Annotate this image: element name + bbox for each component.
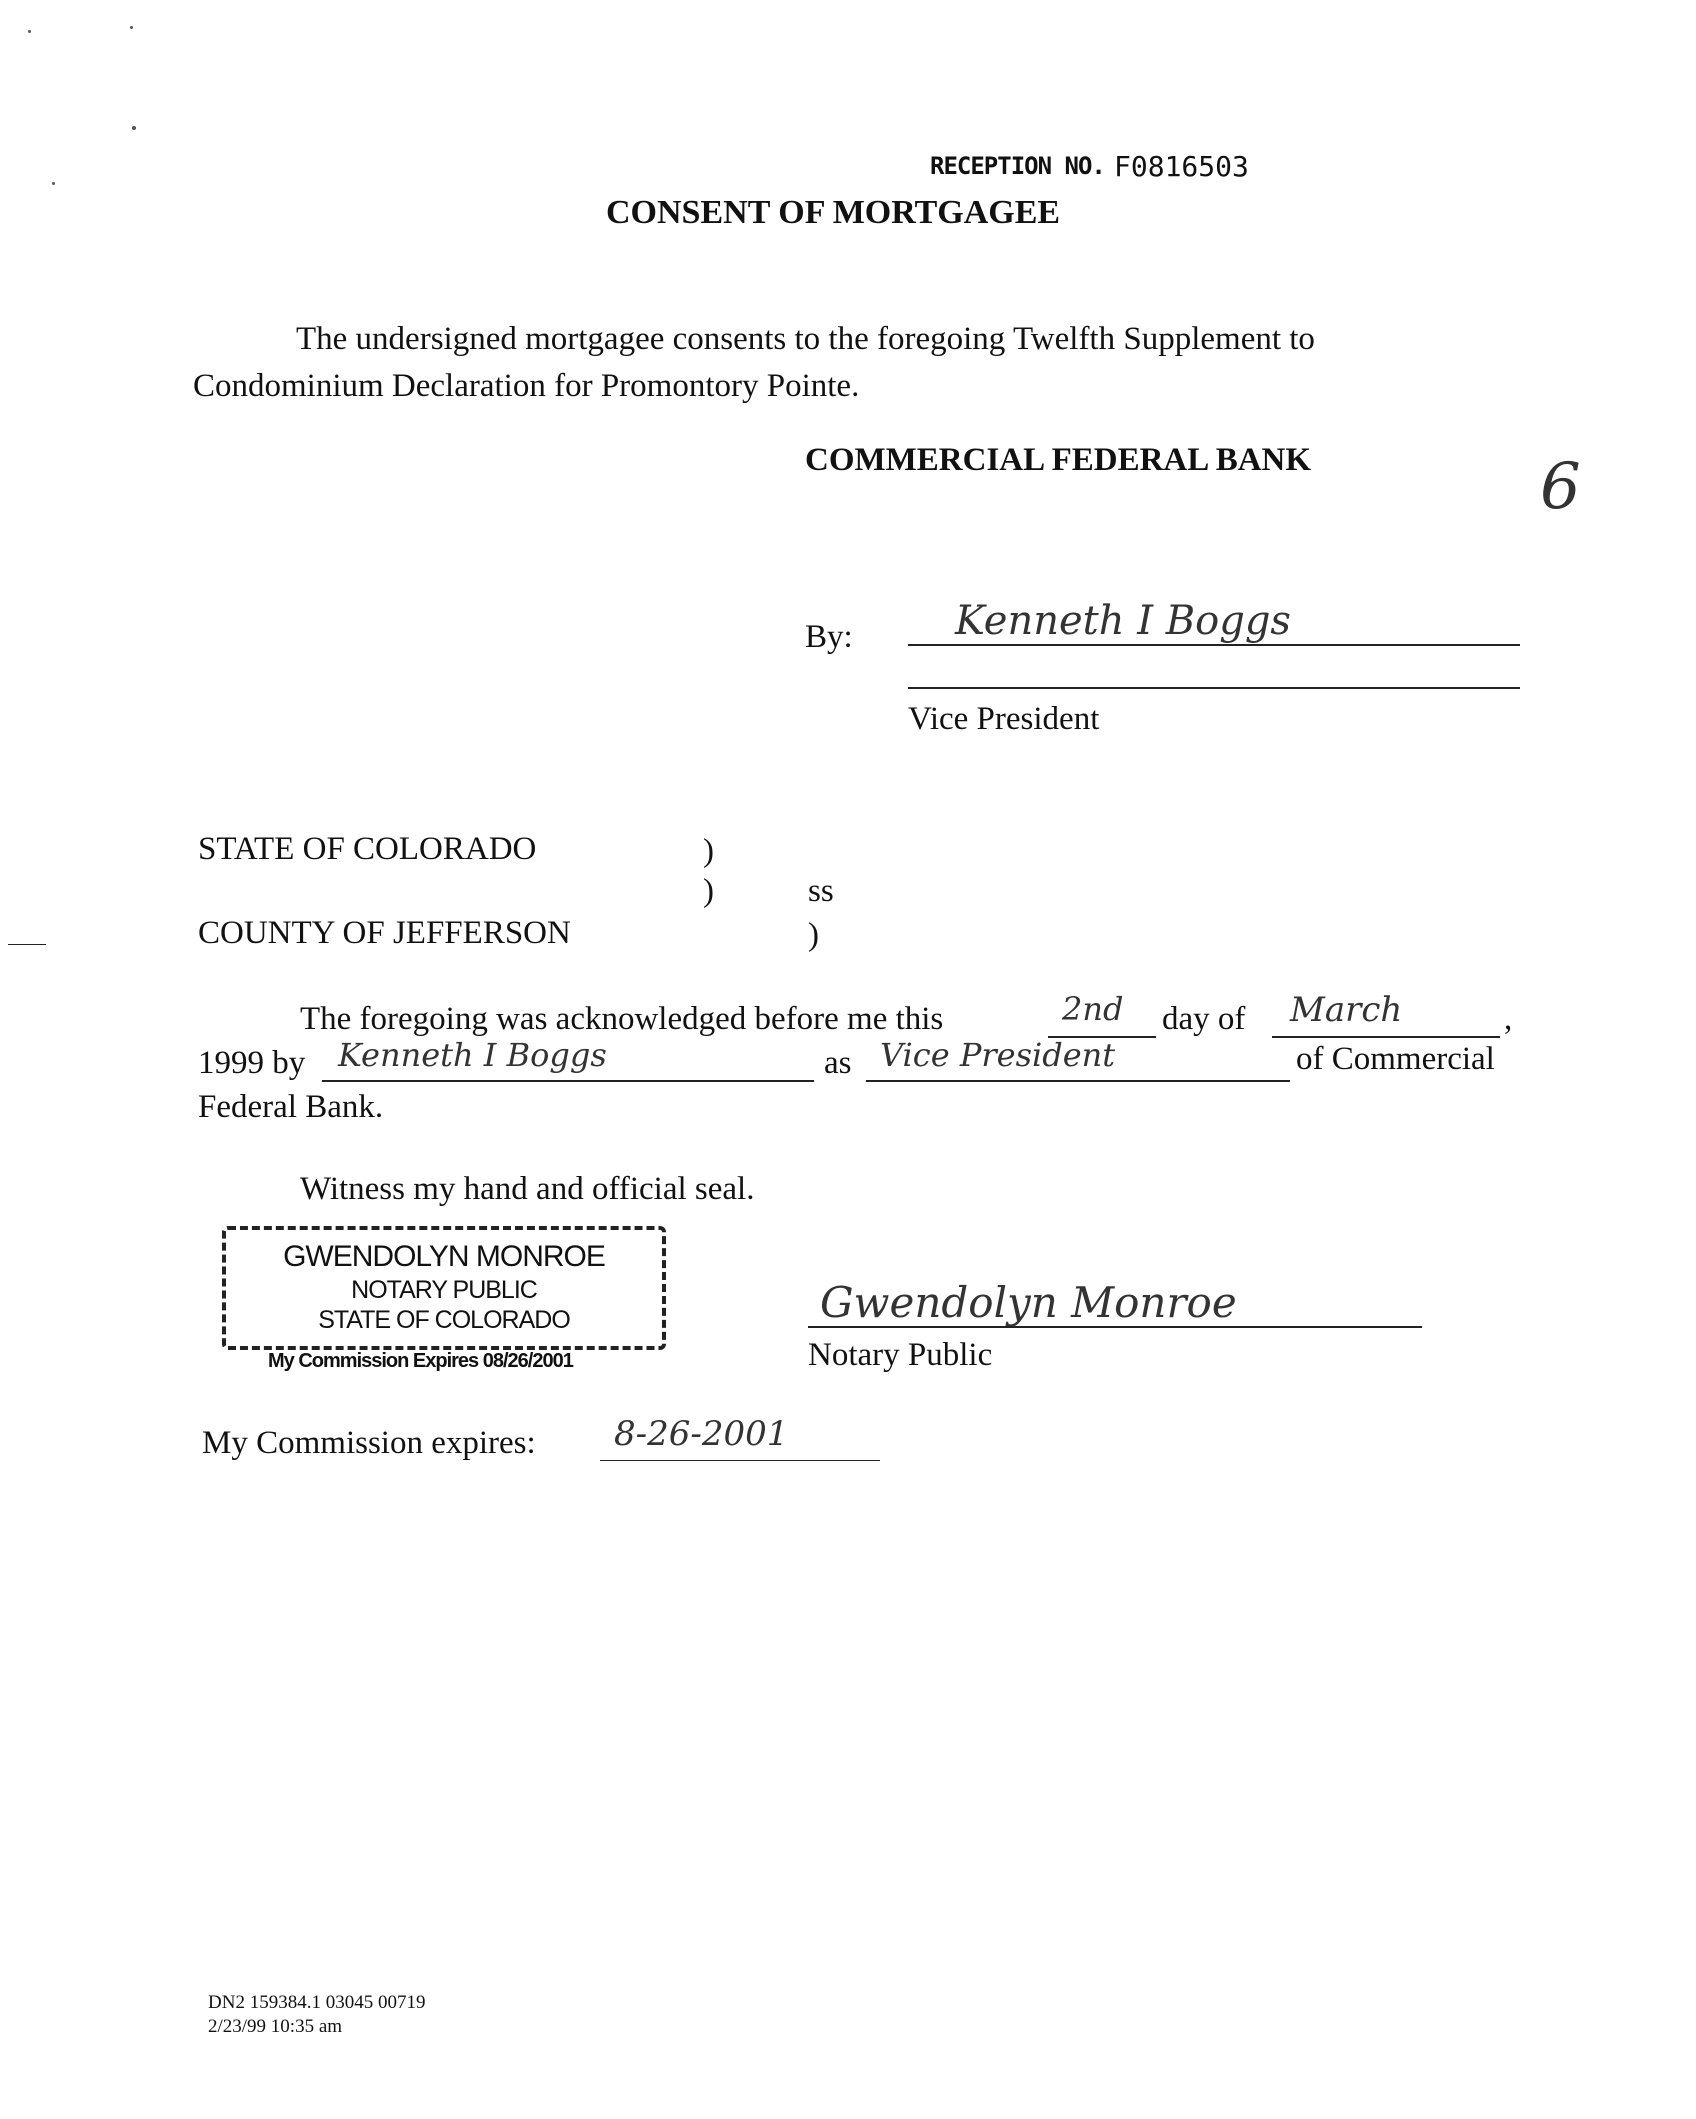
notary-signature-line <box>808 1326 1422 1328</box>
venue-paren-1: ) <box>703 833 714 869</box>
scan-mark <box>8 944 46 945</box>
name-line <box>908 687 1520 689</box>
venue-county: COUNTY OF JEFFERSON <box>198 915 571 951</box>
ack-name-line <box>322 1080 814 1082</box>
venue-paren-3: ) <box>808 917 819 953</box>
stamp-notary-public: NOTARY PUBLIC <box>351 1276 537 1304</box>
signature-line <box>908 644 1520 646</box>
ack-as: as <box>824 1045 852 1081</box>
stamp-state: STATE OF COLORADO <box>318 1306 570 1334</box>
ack-text-2: day of <box>1162 1001 1246 1037</box>
notary-label: Notary Public <box>808 1337 993 1373</box>
venue-paren-2: ) <box>703 873 714 909</box>
intro-line-2: Condominium Declaration for Promontory Pointe. <box>193 368 860 404</box>
document-title: CONSENT OF MORTGAGEE <box>606 194 1061 231</box>
commission-date: 8-26-2001 <box>614 1414 789 1454</box>
reception-label: RECEPTION NO. <box>930 152 1105 180</box>
notary-stamp <box>222 1226 666 1350</box>
stamp-expires: My Commission Expires 08/26/2001 <box>268 1350 573 1372</box>
ack-day: 2nd <box>1062 990 1124 1028</box>
by-label: By: <box>805 619 853 655</box>
handwritten-page-number: 6 <box>1540 450 1581 524</box>
ack-month: March <box>1290 990 1403 1030</box>
venue-ss: ss <box>808 873 834 909</box>
footer-timestamp: 2/23/99 10:35 am <box>208 2016 343 2037</box>
notary-signature: Gwendolyn Monroe <box>820 1278 1237 1327</box>
intro-line-1: The undersigned mortgagee consents to the foregoing Twelfth Supplement to <box>296 321 1315 357</box>
ack-text-1: The foregoing was acknowledged before me this <box>300 1001 944 1037</box>
commission-date-line <box>600 1460 880 1461</box>
ack-entity-cont: Federal Bank. <box>198 1089 384 1125</box>
scan-speck <box>52 182 55 185</box>
ack-name: Kenneth I Boggs <box>338 1036 607 1074</box>
footer-doc-id: DN2 159384.1 03045 00719 <box>208 1992 426 2013</box>
scan-speck <box>28 30 31 33</box>
officer-title: Vice President <box>908 701 1100 737</box>
ack-of-entity: of Commercial <box>1296 1041 1495 1077</box>
ack-capacity-line <box>866 1080 1290 1082</box>
reception-number: F0816503 <box>1114 150 1249 183</box>
officer-signature: Kenneth I Boggs <box>955 598 1291 644</box>
scan-speck <box>132 126 136 130</box>
ack-year-by: 1999 by <box>198 1045 306 1081</box>
venue-state: STATE OF COLORADO <box>198 831 537 867</box>
scan-speck <box>130 26 133 29</box>
ack-capacity: Vice President <box>880 1036 1116 1074</box>
ack-comma: , <box>1504 1001 1513 1037</box>
witness-line: Witness my hand and official seal. <box>300 1171 755 1207</box>
bank-name: COMMERCIAL FEDERAL BANK <box>805 442 1312 478</box>
stamp-name: GWENDOLYN MONROE <box>283 1240 605 1273</box>
commission-label: My Commission expires: <box>202 1425 536 1461</box>
